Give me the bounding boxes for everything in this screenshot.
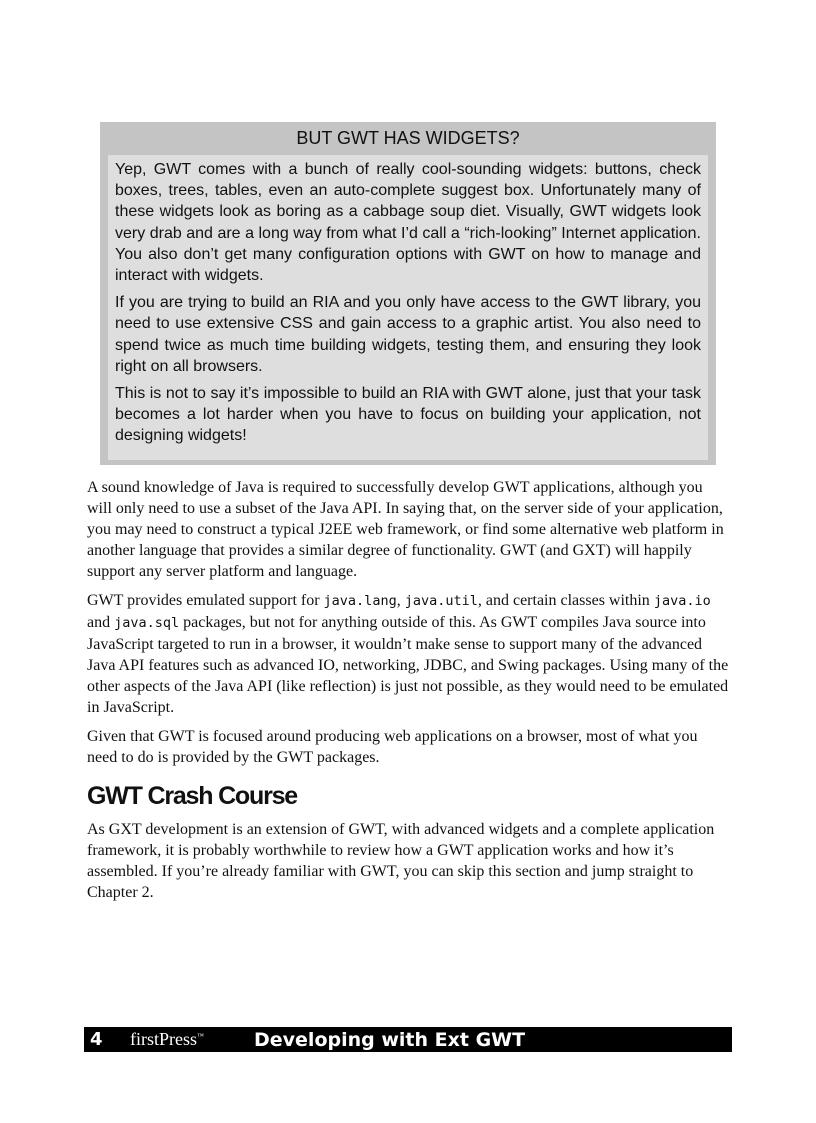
sidebar-paragraph: Yep, GWT comes with a bunch of really cool-sounding widgets: buttons, check boxes, trees, tables, even an auto-complete suggest box. Unfortunately many of these widgets look as boring as a cabbage soup diet. Visually, GWT widgets look very drab and are a long way from what I’d call a “rich-looking” Internet application. You also don’t get many configuration options with GWT on how to manage and interact with widgets. bbox=[115, 161, 701, 285]
code-java-util: java.util bbox=[404, 593, 478, 609]
book-title: Developing with Ext GWT bbox=[254, 1028, 526, 1051]
page-number: 4 bbox=[90, 1029, 103, 1050]
trademark: ™ bbox=[197, 1032, 204, 1040]
sidebar-body bbox=[108, 155, 708, 460]
text: and bbox=[87, 614, 115, 631]
section-heading: GWT Crash Course bbox=[87, 782, 297, 810]
text: packages, but not for anything outside of this. As GWT compiles Java source into JavaScript targeted to run in a browser, it wouldn’t make sense to support many of the advanced Java API features such as advanced IO, networking, JDBC, and Swing packages. Using many of the other aspects of the Java API (like reflection) is just not possible, as they would need to be emulated in JavaScript. bbox=[87, 614, 729, 716]
text: GWT provides emulated support for bbox=[87, 592, 324, 609]
body-text bbox=[87, 477, 730, 911]
code-java-io: java.io bbox=[653, 593, 711, 609]
paragraph: As GXT development is an extension of GWT, with advanced widgets and a complete application framework, it is probably worthwhile to review how a GWT application works and how it’s assembled. If you’re already familiar with GWT, you can skip this section and jump straight to Chapter 2. bbox=[87, 821, 715, 901]
text: , bbox=[396, 592, 405, 609]
page-footer bbox=[84, 1027, 732, 1052]
brand-text: firstPress bbox=[130, 1029, 197, 1049]
paragraph: A sound knowledge of Java is required to successfully develop GWT applications, although you will only need to use a subset of the Java API. In saying that, on the server side of your application, you may need to construct a typical J2EE web framework, or find some alternative web platform in another language that provides a similar degree of functionality. GWT (and GXT) will happily support any server platform and language. bbox=[87, 479, 724, 580]
code-java-lang: java.lang bbox=[323, 593, 397, 609]
paragraph bbox=[87, 590, 730, 718]
sidebar-title: BUT GWT HAS WIDGETS? bbox=[296, 128, 520, 148]
paragraph: Given that GWT is focused around producing web applications on a browser, most of what you need to do is provided by the GWT packages. bbox=[87, 728, 698, 766]
text: , and certain classes within bbox=[477, 592, 654, 609]
sidebar-paragraph: This is not to say it’s impossible to build an RIA with GWT alone, just that your task becomes a lot harder when you have to focus on building your application, not designing widgets! bbox=[115, 385, 701, 445]
code-java-sql: java.sql bbox=[114, 615, 180, 631]
sidebar-box bbox=[100, 122, 716, 465]
sidebar-paragraph: If you are trying to build an RIA and you only have access to the GWT library, you need to use extensive CSS and gain access to a graphic artist. You also need to spend twice as much time building widgets, testing them, and ensuring they look right on all browsers. bbox=[115, 294, 701, 375]
publisher-logo bbox=[130, 1029, 254, 1050]
